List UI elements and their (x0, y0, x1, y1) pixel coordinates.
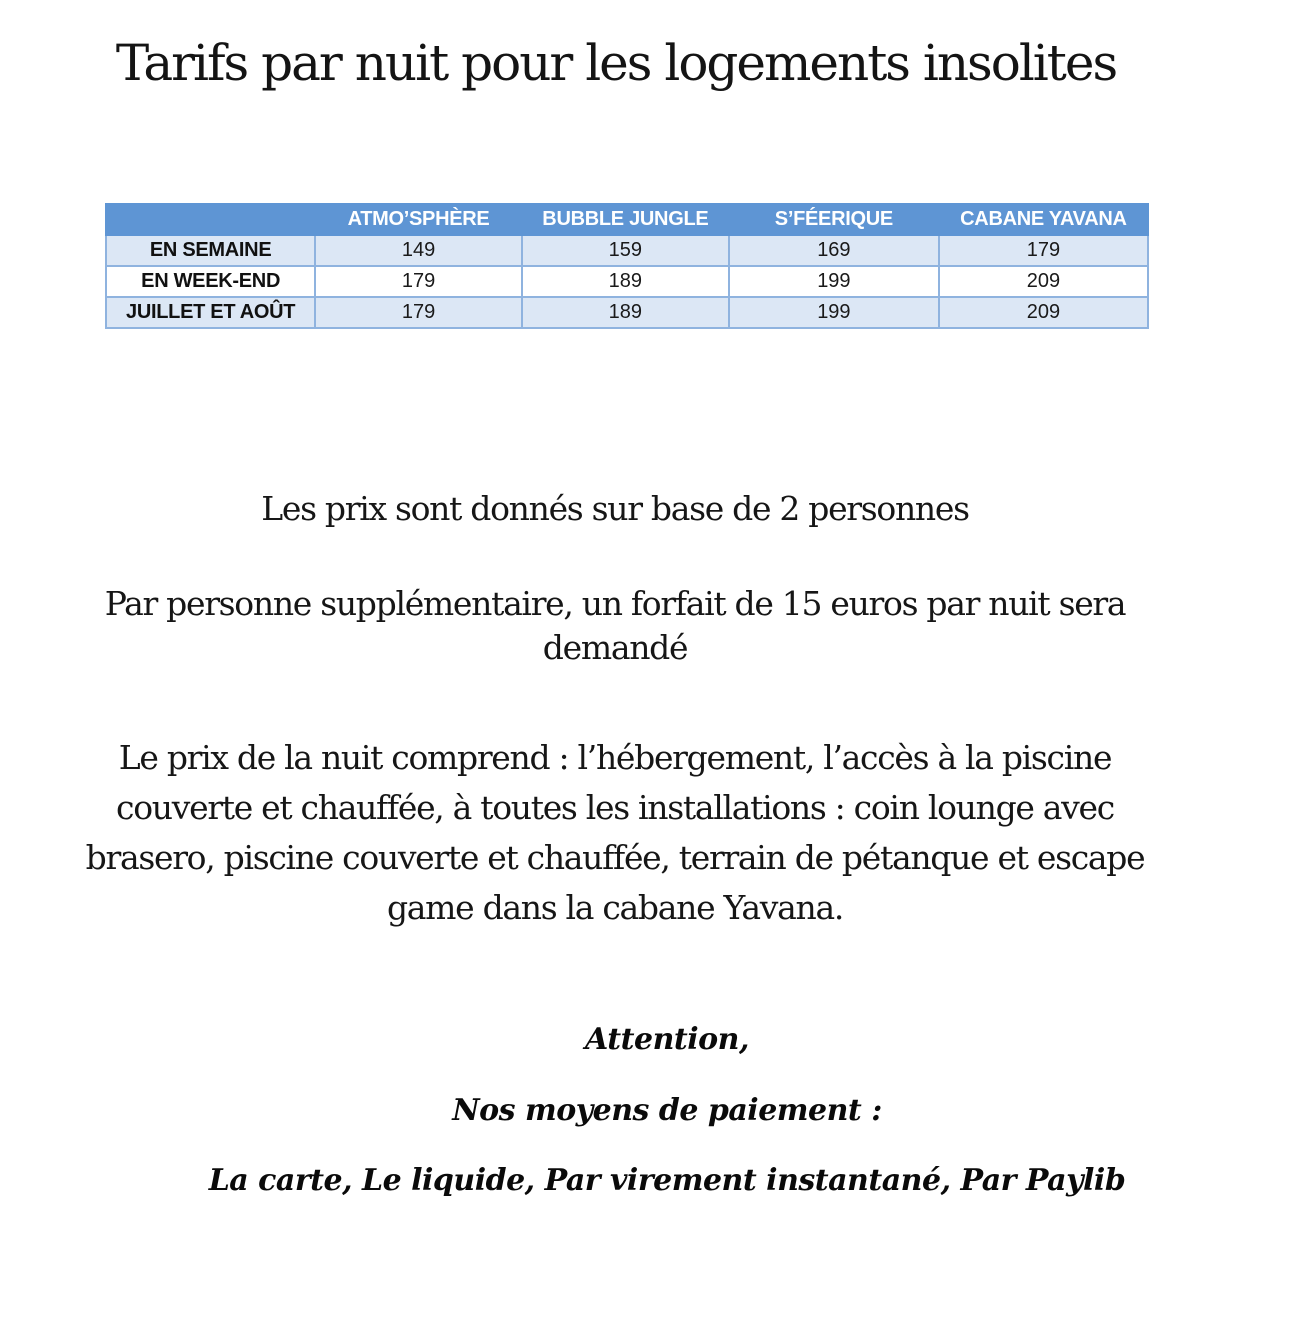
table-row (106, 297, 1148, 328)
price-cell: 189 (522, 266, 729, 297)
table-row (106, 235, 1148, 266)
header-cell (106, 204, 315, 235)
header-cell: CABANE YAVANA (939, 204, 1148, 235)
price-cell: 179 (315, 266, 522, 297)
price-cell: 169 (729, 235, 939, 266)
header-cell: BUBBLE JUNGLE (522, 204, 729, 235)
table-row (106, 266, 1148, 297)
row-label: EN SEMAINE (106, 235, 315, 266)
price-includes-note: Le prix de la nuit comprend : l’hébergement, l’accès à la piscine couverte et chauffée, à toutes les installations : coin lounge avec brasero, piscine couverte et chauffée, terrain de pétanque et escape game dans la cabane Yavana. (85, 738, 1145, 927)
table-header-row (106, 204, 1148, 235)
price-cell: 179 (315, 297, 522, 328)
payment-methods: La carte, Le liquide, Par virement instantané, Par Paylib (208, 1163, 1126, 1198)
price-cell: 209 (939, 266, 1148, 297)
base-price-note: Les prix sont donnés sur base de 2 personnes (261, 489, 969, 528)
payment-heading: Nos moyens de paiement : (452, 1093, 882, 1128)
header-cell: ATMO’SPHÈRE (315, 204, 522, 235)
row-label: EN WEEK-END (106, 266, 315, 297)
extra-person-note: Par personne supplémentaire, un forfait de 15 euros par nuit sera demandé (104, 584, 1126, 667)
price-cell: 199 (729, 266, 939, 297)
price-cell: 199 (729, 297, 939, 328)
price-cell: 159 (522, 235, 729, 266)
price-cell: 179 (939, 235, 1148, 266)
price-cell: 189 (522, 297, 729, 328)
attention-label: Attention, (585, 1022, 749, 1057)
row-label: JUILLET ET AOÛT (106, 297, 315, 328)
price-cell: 149 (315, 235, 522, 266)
page-title: Tarifs par nuit pour les logements insolites (115, 34, 1117, 92)
price-table (105, 203, 1149, 329)
header-cell: S’FÉERIQUE (729, 204, 939, 235)
price-cell: 209 (939, 297, 1148, 328)
